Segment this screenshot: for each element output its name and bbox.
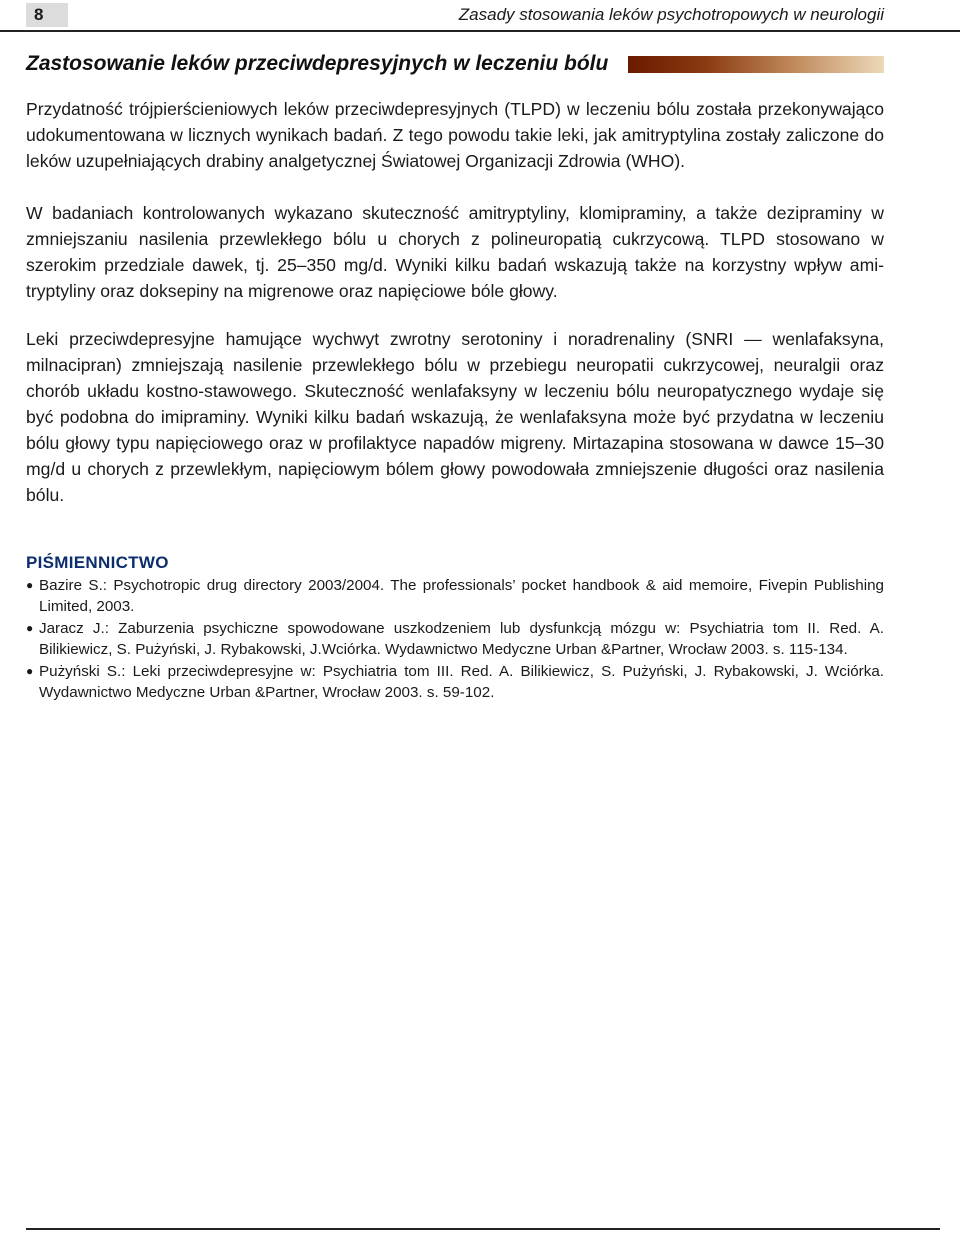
reference-item: [26, 575, 884, 617]
paragraph-3: Leki przeciwdepresyjne hamujące wychwyt zwrotny serotoniny i noradrenaliny (SNRI — wenlafaksyna, milnacipran) zmniejszają nasilenie przewlekłego bólu w przebiegu neuropatii cukrzycowej, neuralgii oraz chorób układu kostno-stawowego. Skuteczność wenlafaksyny w leczeniu bólu neuropatycznego wydaje się być podobna do imipraminy. Wyniki kilku badań wskazują, że wenlafaksyna może być przydatna w leczeniu bólu głowy typu napięciowego oraz w profilaktyce napadów migreny. Mirtazapina stosowana w dawce 15–30 mg/d u chorych z przewlekłym, napięciowym bólem głowy powodowała zmniejszenie długości oraz nasilenia bólu.: [26, 329, 884, 505]
reference-text: Jaracz J.: Zaburzenia psychiczne spowodowane uszkodzeniem lub dysfunkcją mózgu w: Psychiatria tom II. Red. A. Bilikiewicz, S. Pużyński, J. Rybakowski, J.Wciórka. Wydawnictwo Medyczne Urban &Partner, Wrocław 2003. s. 115-134.: [39, 620, 884, 658]
paragraph-1: Przydatność trójpierścieniowych leków przeciwdepresyjnych (TLPD) w leczeniu bólu została przekonywająco udokumentowana w licznych wynikach badań. Z tego powodu takie leki, jak amitryptylina zostały zaliczone do leków uzupełniających drabiny analgetycznej Światowej Organizacji Zdrowia (WHO).: [26, 99, 884, 171]
title-accent-bar: [628, 56, 884, 73]
reference-item: [26, 661, 884, 703]
bullet-icon: ●: [26, 621, 34, 635]
bullet-icon: ●: [26, 578, 34, 592]
references-heading: PIŚMIENNICTWO: [26, 553, 169, 572]
bullet-icon: ●: [26, 664, 34, 678]
reference-item: [26, 618, 884, 660]
page-number: 8: [26, 3, 68, 27]
reference-text: Bazire S.: Psychotropic drug directory 2003/2004. The professionals’ pocket handbook & aid memoire, Fivepin Publishing Limited, 2003.: [39, 577, 884, 615]
reference-text: Pużyński S.: Leki przeciwdepresyjne w: Psychiatria tom III. Red. A. Bilikiewicz, S. Pużyński, J. Rybakowski, J. Wciórka. Wydawnictwo Medyczne Urban &Partner, Wrocław 2003. s. 59-102.: [39, 663, 884, 701]
running-header-title: Zasady stosowania leków psychotropowych w neurologii: [458, 5, 884, 24]
paragraph-2: W badaniach kontrolowanych wykazano skuteczność amitryptyliny, klomipraminy, a także dezipraminy w zmniejszaniu nasilenia przewlekłego bólu u chorych z polineuropatią cukrzycową. TLPD stosowano w szerokim przedziale dawek, tj. 25–350 mg/d. Wyniki kilku badań wskazują także na korzystny wpływ amitryptyliny oraz doksepiny na migrenowe oraz napięciowe bóle głowy.: [26, 203, 884, 301]
references-list: [26, 575, 884, 704]
section-title: Zastosowanie leków przeciwdepresyjnych w leczeniu bólu: [26, 52, 609, 75]
footer-divider: [26, 1228, 940, 1230]
header-divider: [0, 30, 960, 32]
